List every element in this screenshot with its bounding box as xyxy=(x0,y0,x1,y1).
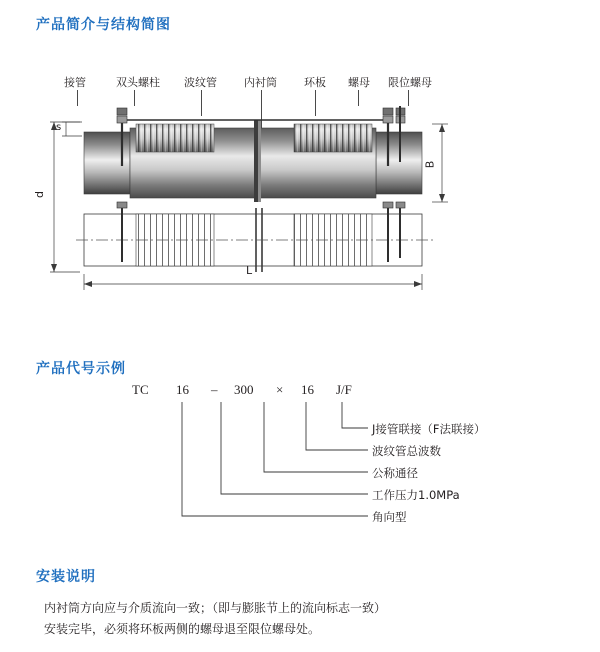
code-token-diameter: 300 xyxy=(234,382,254,397)
expansion-joint-drawing xyxy=(36,62,564,292)
code-token-dash: – xyxy=(211,382,218,397)
callout-label-luozhu: 双头螺柱 xyxy=(116,76,160,89)
code-desc-connection: J接管联接（F法联接） xyxy=(372,422,486,436)
code-desc-type: 角向型 xyxy=(372,510,407,524)
dimension-label-L: L xyxy=(246,264,253,277)
code-token-times: × xyxy=(276,382,284,397)
section-title-structure: 产品简介与结构简图 xyxy=(36,17,171,33)
code-desc-diameter: 公称通径 xyxy=(372,466,418,480)
section-title-install: 安装说明 xyxy=(36,569,96,585)
dimension-label-B: B xyxy=(423,160,437,169)
code-token-waves: 16 xyxy=(301,382,314,397)
product-code-diagram xyxy=(36,380,564,545)
callout-label-xianwei-luomu: 限位螺母 xyxy=(388,76,432,89)
code-token-type: TC xyxy=(132,382,149,397)
install-note-line-1: 内衬筒方向应与介质流向一致；（即与膨胀节上的流向标志一致） xyxy=(44,601,387,615)
callout-label-jieguan: 接管 xyxy=(64,76,86,89)
code-desc-waves: 波纹管总波数 xyxy=(372,444,441,458)
dimension-label-s: s xyxy=(56,122,62,133)
callout-label-huanban: 环板 xyxy=(304,76,326,89)
section-title-code: 产品代号示例 xyxy=(36,361,126,377)
callout-label-bowenguan: 波纹管 xyxy=(184,76,217,89)
structure-diagram xyxy=(32,62,564,292)
dimension-label-d: d xyxy=(32,191,46,198)
code-desc-pressure: 工作压力1.0MPa xyxy=(372,488,460,502)
install-notes xyxy=(44,598,564,640)
code-leader-lines xyxy=(36,380,564,545)
install-note-line-2: 安装完毕，必须将环板两侧的螺母退至限位螺母处。 xyxy=(44,622,321,636)
code-token-connection: J/F xyxy=(336,382,352,397)
callout-label-neichentong: 内衬筒 xyxy=(244,76,277,89)
code-token-pressure: 16 xyxy=(176,382,189,397)
callout-label-luomu: 螺母 xyxy=(348,76,370,89)
